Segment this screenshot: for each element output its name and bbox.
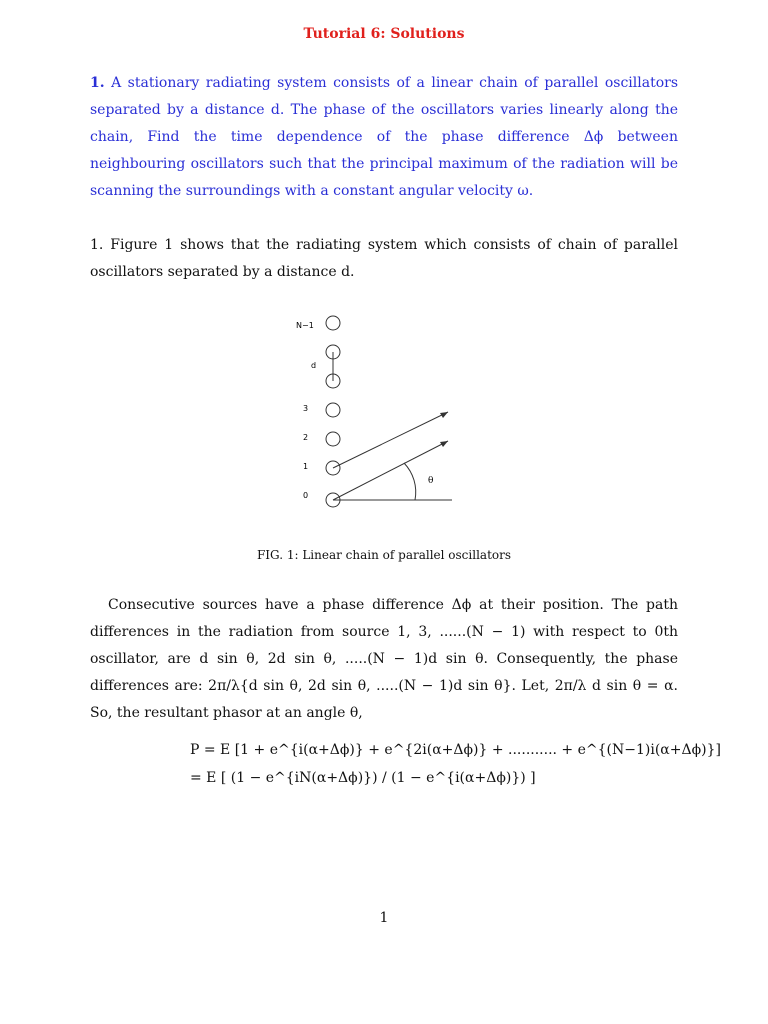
- ray-0: [333, 441, 448, 500]
- problem-text: A stationary radiating system consists of a linear chain of parallel oscillators separated by a distance d. The phase of the oscillators varies linearly along the chain, Find the time dependence of the phase difference Δϕ between neighbouring oscillators such that the principal maximum of the radiation will be scanning the surroundings with a constant angular velocity ω.: [90, 75, 679, 199]
- problem-number: 1.: [90, 75, 105, 91]
- page-title: Tutorial 6: Solutions: [303, 26, 465, 42]
- figure-caption: FIG. 1: Linear chain of parallel oscillators: [256, 548, 512, 562]
- page-number: 1: [379, 910, 389, 926]
- ray-1-arrowhead: [440, 412, 448, 418]
- problem-statement: [90, 70, 678, 205]
- label-0: 0: [303, 491, 309, 500]
- oscillator-3: [326, 403, 340, 417]
- body-paragraph: Consecutive sources have a phase difference Δϕ at their position. The path differences in the radiation from source 1, 3, ......(N − 1) with respect to 0th oscillator, are d sin θ, 2d sin θ, .....(N − 1)d sin θ. Consequently, the phase differences are: 2π/λ{d sin θ, 2d sin θ, .....(N − 1)d sin θ}. Let, 2π/λ d sin θ = α. So, the resultant phasor at an angle θ,: [90, 597, 678, 721]
- label-3: 3: [303, 404, 309, 413]
- oscillator-chain-figure: [290, 310, 470, 520]
- oscillator-n-minus-1: [326, 316, 340, 330]
- label-n-minus-1: N−1: [296, 321, 314, 330]
- label-theta: θ: [428, 476, 434, 486]
- label-2: 2: [303, 433, 309, 442]
- angle-arc: [404, 463, 416, 500]
- equation-1: P = E [1 + e^{i(α+Δϕ)} + e^{2i(α+Δϕ)} + ........... + e^{(N−1)i(α+Δϕ)}]: [190, 742, 721, 758]
- label-1: 1: [303, 462, 309, 471]
- label-d: d: [311, 361, 317, 370]
- answer-intro: 1. Figure 1 shows that the radiating system which consists of chain of parallel oscillators separated by a distance d.: [90, 237, 678, 280]
- oscillator-2: [326, 432, 340, 446]
- ray-1: [333, 412, 448, 468]
- ray-0-arrowhead: [440, 441, 448, 447]
- equation-2: = E [ (1 − e^{iN(α+Δϕ)}) / (1 − e^{i(α+Δϕ)}) ]: [190, 770, 536, 786]
